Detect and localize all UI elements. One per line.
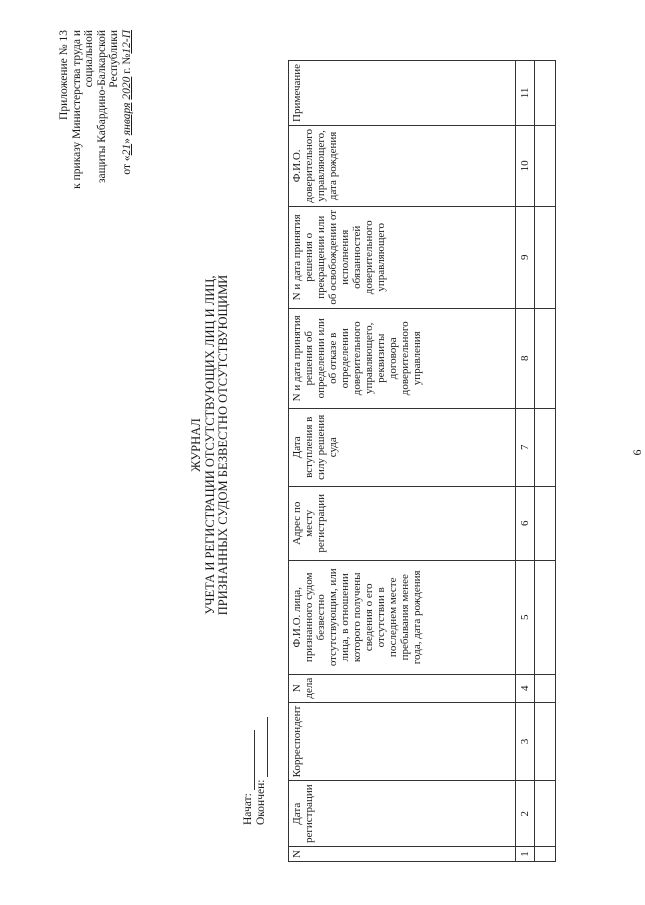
appendix-date-line <box>121 30 134 210</box>
empty-cell <box>535 674 556 702</box>
column-number: 7 <box>516 408 535 486</box>
header-cell: N <box>289 847 516 862</box>
column-number: 10 <box>516 125 535 206</box>
column-number: 9 <box>516 206 535 308</box>
order-number: 12-П <box>120 30 133 54</box>
journal-dates <box>242 717 268 825</box>
header-cell: Ф.И.О. доверительного управляющего, дата рождения <box>289 125 516 206</box>
header-cell: Корреспондент <box>289 702 516 781</box>
header-row <box>289 60 516 861</box>
title-line-2: УЧЕТА И РЕГИСТРАЦИИ ОТСУТСТВУЮЩИХ ЛИЦ И ЛИЦ, <box>202 275 217 615</box>
empty-cell <box>535 560 556 674</box>
empty-cell <box>535 125 556 206</box>
finished-label: Окончен: <box>255 779 267 825</box>
number-prefix: г. № <box>120 53 133 74</box>
page-number: 6 <box>630 449 644 456</box>
header-cell: N дела <box>289 674 516 702</box>
empty-cell <box>535 408 556 486</box>
column-number: 8 <box>516 308 535 408</box>
date-year: 2020 <box>120 76 133 100</box>
empty-cell <box>535 60 556 125</box>
journal-table <box>288 60 556 862</box>
header-cell: Дата регистрации <box>289 781 516 847</box>
empty-cell <box>535 486 556 560</box>
empty-cell <box>535 702 556 781</box>
title-line-3: ПРИЗНАННЫХ СУДОМ БЕЗВЕСТНО ОТСУТСТВУЮЩИМИ <box>216 274 230 616</box>
column-number: 1 <box>516 847 535 862</box>
column-number: 6 <box>516 486 535 560</box>
column-number: 5 <box>516 560 535 674</box>
appendix-line-1: Приложение № 13 <box>58 30 70 120</box>
empty-cell <box>535 847 556 862</box>
column-number: 3 <box>516 702 535 781</box>
finished-blank <box>257 717 268 777</box>
started-blank <box>244 730 255 790</box>
empty-cell <box>535 781 556 847</box>
empty-row <box>535 60 556 861</box>
date-day: 21 <box>120 143 133 156</box>
header-cell: Ф.И.О. лица, признанного судом безвестно отсутствующим, или лица, в отношении которого получены сведения о его отсутствии в последнем месте пребывания менее года, дата рождения <box>289 560 516 674</box>
appendix-note <box>58 30 133 210</box>
empty-cell <box>535 206 556 308</box>
column-number: 2 <box>516 781 535 847</box>
started-row <box>242 717 255 825</box>
date-prefix: от « <box>120 155 133 175</box>
header-cell: N и дата принятия решения об определении или об отказе в определении доверительного управляющего, реквизиты договора доверительного управления <box>289 308 516 408</box>
appendix-line-3: защиты Кабардино-Балкарской Республики <box>95 30 120 184</box>
appendix-line-2: к приказу Министерства труда и социальной <box>70 30 95 189</box>
header-cell: N и дата принятия решения о прекращении или об освобождении от исполнения обязанностей доверительного управляющего <box>289 206 516 308</box>
column-number: 11 <box>516 60 535 125</box>
finished-row <box>255 717 268 825</box>
column-number-row <box>516 60 535 861</box>
date-month: января <box>120 102 133 136</box>
column-number: 4 <box>516 674 535 702</box>
header-cell: Примечание <box>289 60 516 125</box>
date-mid: » <box>120 138 133 144</box>
header-cell: Дата вступления в силу решения суда <box>289 408 516 486</box>
header-cell: Адрес по месту регистрации <box>289 486 516 560</box>
empty-cell <box>535 308 556 408</box>
journal-title <box>190 135 231 755</box>
started-label: Начат: <box>242 793 254 825</box>
title-line-1: ЖУРНАЛ <box>189 418 203 472</box>
